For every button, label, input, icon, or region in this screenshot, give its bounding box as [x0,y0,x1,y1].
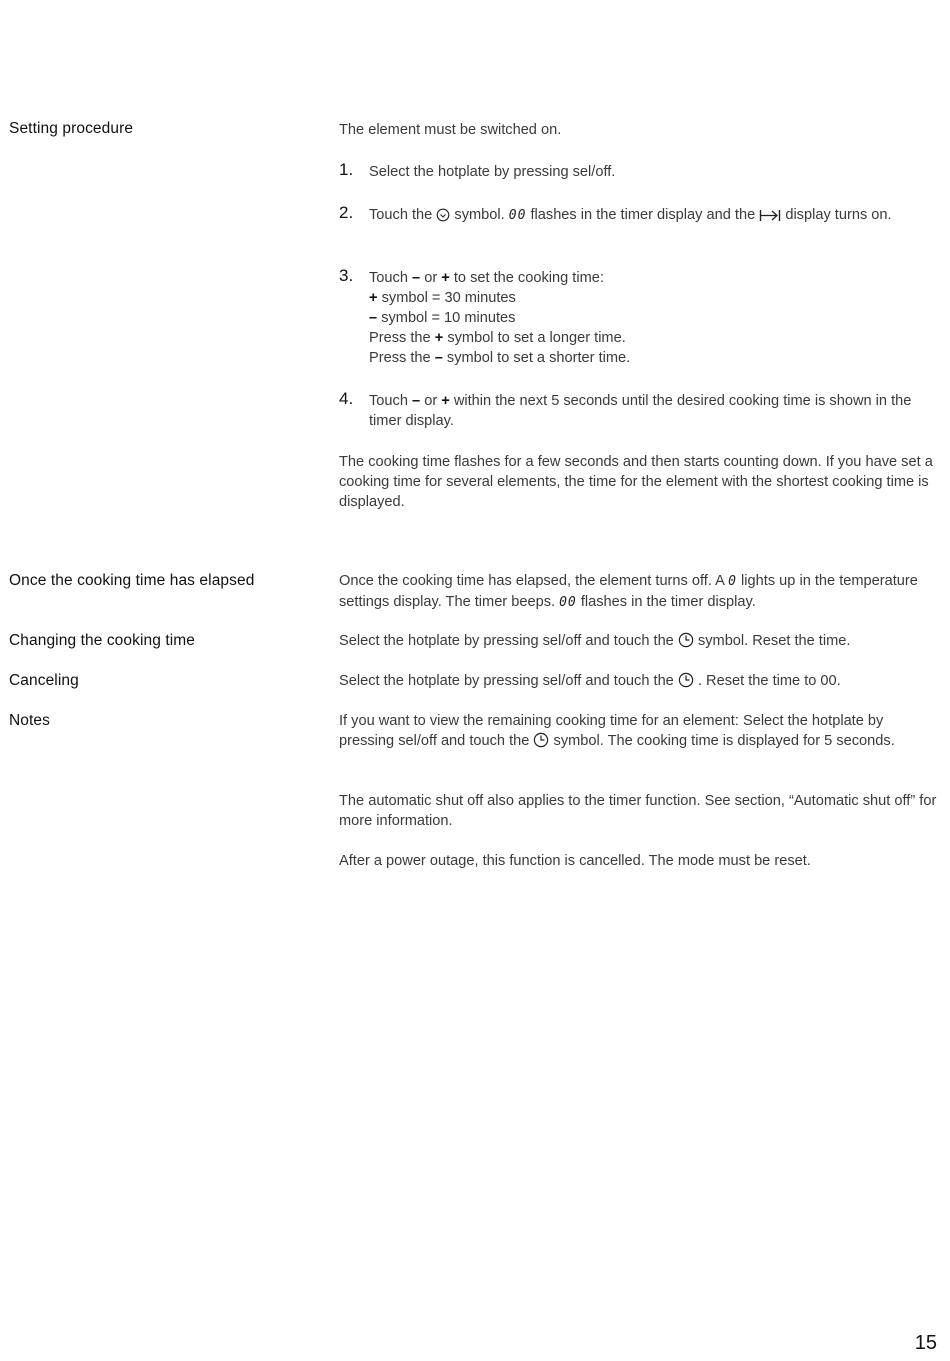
timer-clock-icon [533,732,549,754]
segment-display-value: 00 [559,595,577,610]
step-number: 4. [339,389,354,408]
step-text: Select the hotplate by pressing sel/off. [369,164,616,180]
step-text [369,268,941,368]
timer-clock-icon [678,672,694,694]
minus-symbol: – [412,270,421,286]
step-text [369,391,941,431]
notes-para-3: After a power outage, this function is cancelled. The mode must be reset. [339,853,811,869]
text-run: symbol. Reset the time. [697,633,851,649]
text-run: symbol. [454,207,505,223]
text-run: symbol = 10 minutes [381,310,516,326]
text-run: symbol to set a longer time. [447,330,626,346]
changing-text [339,631,941,654]
step-3 [339,268,941,368]
segment-display-value: 0 [728,574,737,589]
step-line [369,308,941,328]
text-run: symbol = 30 minutes [381,290,516,306]
text-run: lights up in the temperature settings display. The timer beeps. [339,573,918,610]
step-2 [339,205,941,228]
elapsed-heading: Once the cooking time has elapsed [9,572,255,589]
timer-clock-icon [678,632,694,654]
step-1 [339,162,941,182]
text-run: or [424,393,438,409]
text-run: symbol. The cooking time is displayed for 5 seconds. [553,733,895,749]
changing-heading: Changing the cooking time [9,632,196,649]
text-run: to set the cooking time: [453,270,604,286]
plus-symbol: + [369,290,378,306]
setting-procedure-heading: Setting procedure [9,120,134,137]
notes-heading: Notes [9,712,50,729]
step-line [369,288,941,308]
timer-clock-icon [436,208,450,228]
setting-intro: The element must be switched on. [339,122,562,138]
text-run: Press the [369,330,431,346]
text-run: Once the cooking time has elapsed, the element turns off. A [339,573,725,589]
text-run: . Reset the time to 00. [697,673,841,689]
text-run: Touch [369,393,408,409]
step-number: 1. [339,160,354,179]
minus-symbol: – [434,350,443,366]
minus-symbol: – [412,393,421,409]
notes-para-2: The automatic shut off also applies to the timer function. See section, “Automatic shut off” for more information. [339,793,937,829]
text-run: display turns on. [785,207,892,223]
canceling-heading: Canceling [9,672,79,689]
step-number: 3. [339,266,354,285]
text-run: Select the hotplate by pressing sel/off and touch the [339,673,674,689]
step-line [369,268,941,288]
plus-symbol: + [441,393,450,409]
step-line [369,328,941,348]
timer-arrow-icon [759,208,781,228]
step-4 [339,391,941,431]
canceling-text [339,671,941,694]
text-run: flashes in the timer display and the [530,207,756,223]
text-run: within the next 5 seconds until the desired cooking time is shown in the timer display. [369,393,912,429]
step-number: 2. [339,203,354,222]
minus-symbol: – [369,310,378,326]
page-number: 15 [914,1332,937,1354]
elapsed-text [339,571,941,613]
segment-display-value: 00 [508,208,527,223]
step-line [369,348,941,368]
text-run: symbol to set a shorter time. [446,350,631,366]
text-run: If you want to view the remaining cooking time for an element: Select the hotplate by pressing sel/off and touch the [339,713,884,749]
step-text [369,205,941,228]
text-run: Touch the [369,207,433,223]
text-run: Press the [369,350,431,366]
text-run: flashes in the timer display. [580,594,756,610]
text-run: or [424,270,438,286]
plus-symbol: + [441,270,450,286]
setting-outro: The cooking time flashes for a few seconds and then starts counting down. If you have set a cooking time for several elements, the time for the element with the shortest cooking time is displayed. [339,454,933,510]
notes-para-1 [339,711,941,754]
plus-symbol: + [434,330,444,346]
text-run: Touch [369,270,408,286]
text-run: Select the hotplate by pressing sel/off and touch the [339,633,674,649]
